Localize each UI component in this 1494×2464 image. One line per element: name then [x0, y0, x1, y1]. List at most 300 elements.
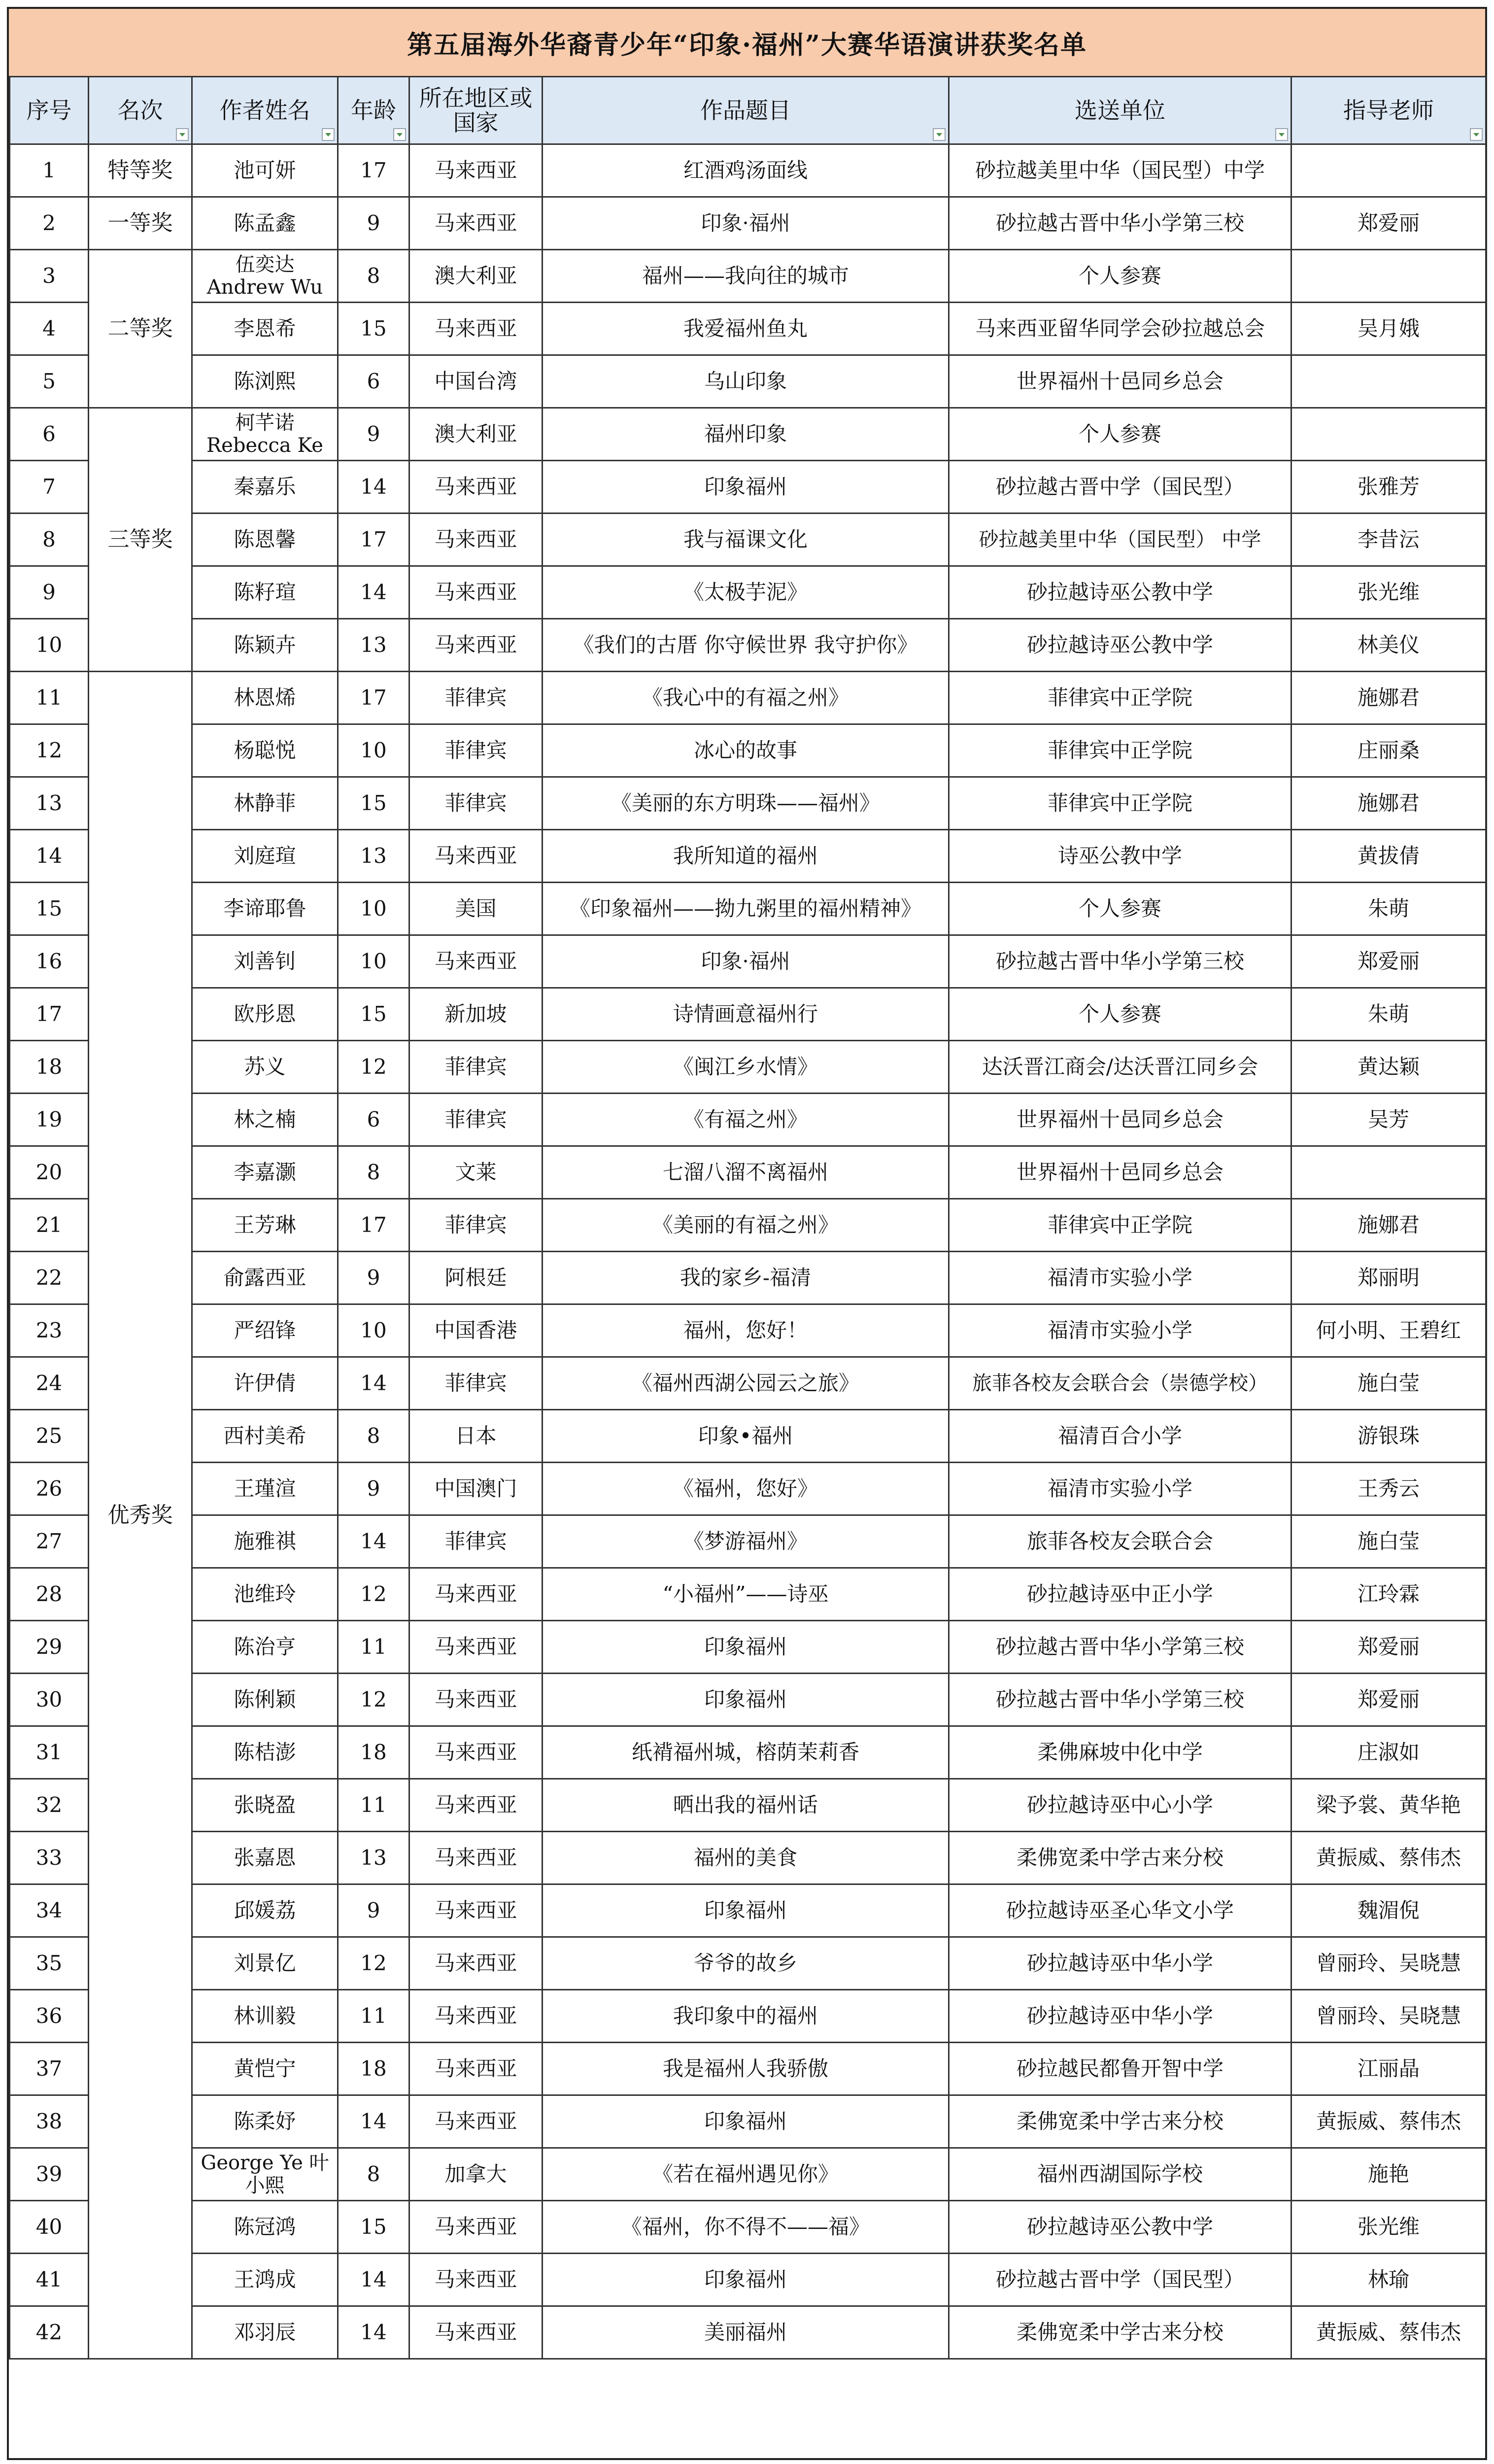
work-title-cell[interactable]: 纸褙福州城，榕荫茉莉香 — [543, 1726, 949, 1779]
work-title-cell[interactable]: 印象•福州 — [543, 1410, 949, 1463]
region-cell[interactable]: 马来西亚 — [409, 1568, 543, 1621]
work-title-cell[interactable]: 我所知道的福州 — [543, 830, 949, 883]
region-cell[interactable]: 菲律宾 — [409, 1515, 543, 1568]
work-title-cell[interactable]: 福州——我向往的城市 — [543, 250, 949, 303]
teacher-cell[interactable]: 郑丽明 — [1291, 1252, 1486, 1304]
region-cell[interactable]: 日本 — [409, 1410, 543, 1463]
teacher-cell[interactable]: 江丽晶 — [1291, 2043, 1486, 2095]
region-cell[interactable]: 马来西亚 — [409, 197, 543, 250]
row-number-cell[interactable]: 38 — [10, 2095, 89, 2148]
author-name-cell[interactable]: 俞露西亚 — [192, 1252, 338, 1304]
work-title-cell[interactable]: 美丽福州 — [543, 2306, 949, 2359]
work-title-cell[interactable]: 《美丽的东方明珠——福州》 — [543, 777, 949, 830]
row-number-cell[interactable]: 3 — [10, 250, 89, 303]
author-name-cell[interactable]: 柯芊诺 Rebecca Ke — [192, 408, 338, 461]
region-cell[interactable]: 澳大利亚 — [409, 408, 543, 461]
region-cell[interactable]: 马来西亚 — [409, 935, 543, 988]
teacher-cell[interactable]: 郑爱丽 — [1291, 935, 1486, 988]
author-name-cell[interactable]: 李嘉灏 — [192, 1146, 338, 1199]
author-name-cell[interactable]: 邱媛荔 — [192, 1884, 338, 1937]
row-number-cell[interactable]: 11 — [10, 672, 89, 724]
row-number-cell[interactable]: 26 — [10, 1463, 89, 1515]
author-name-cell[interactable]: 林恩烯 — [192, 672, 338, 724]
region-cell[interactable]: 加拿大 — [409, 2148, 543, 2201]
row-number-cell[interactable]: 19 — [10, 1094, 89, 1146]
school-unit-cell[interactable]: 菲律宾中正学院 — [949, 777, 1291, 830]
school-unit-cell[interactable]: 柔佛宽柔中学古来分校 — [949, 2306, 1291, 2359]
region-cell[interactable]: 马来西亚 — [409, 2043, 543, 2095]
school-unit-cell[interactable]: 柔佛宽柔中学古来分校 — [949, 2095, 1291, 2148]
teacher-cell[interactable]: 黄振威、蔡伟杰 — [1291, 2306, 1486, 2359]
work-title-cell[interactable]: 《我们的古厝 你守候世界 我守护你》 — [543, 619, 949, 672]
school-unit-cell[interactable]: 砂拉越古晋中华小学第三校 — [949, 197, 1291, 250]
region-cell[interactable]: 中国台湾 — [409, 355, 543, 408]
region-cell[interactable]: 马来西亚 — [409, 1832, 543, 1884]
age-cell[interactable]: 14 — [338, 2095, 409, 2148]
author-name-cell[interactable]: 秦嘉乐 — [192, 461, 338, 513]
region-cell[interactable]: 马来西亚 — [409, 1779, 543, 1832]
row-number-cell[interactable]: 20 — [10, 1146, 89, 1199]
region-cell[interactable]: 菲律宾 — [409, 1199, 543, 1252]
age-cell[interactable]: 8 — [338, 1410, 409, 1463]
work-title-cell[interactable]: 《我心中的有福之州》 — [543, 672, 949, 724]
author-name-cell[interactable]: 王芳琳 — [192, 1199, 338, 1252]
author-name-cell[interactable]: 张嘉恩 — [192, 1832, 338, 1884]
age-cell[interactable]: 14 — [338, 1515, 409, 1568]
row-number-cell[interactable]: 2 — [10, 197, 89, 250]
age-cell[interactable]: 9 — [338, 1252, 409, 1304]
region-cell[interactable]: 中国澳门 — [409, 1463, 543, 1515]
age-cell[interactable]: 11 — [338, 1621, 409, 1674]
author-name-cell[interactable]: 陈颖卉 — [192, 619, 338, 672]
author-name-cell[interactable]: 池可妍 — [192, 144, 338, 197]
work-title-cell[interactable]: 乌山印象 — [543, 355, 949, 408]
teacher-cell[interactable]: 郑爱丽 — [1291, 1621, 1486, 1674]
teacher-cell[interactable]: 王秀云 — [1291, 1463, 1486, 1515]
age-cell[interactable]: 12 — [338, 1041, 409, 1094]
teacher-cell[interactable]: 郑爱丽 — [1291, 197, 1486, 250]
age-cell[interactable]: 17 — [338, 672, 409, 724]
region-cell[interactable]: 马来西亚 — [409, 2095, 543, 2148]
school-unit-cell[interactable]: 个人参赛 — [949, 988, 1291, 1041]
age-cell[interactable]: 12 — [338, 1937, 409, 1990]
work-title-cell[interactable]: “小福州”——诗巫 — [543, 1568, 949, 1621]
school-unit-cell[interactable]: 诗巫公教中学 — [949, 830, 1291, 883]
region-cell[interactable]: 菲律宾 — [409, 672, 543, 724]
age-cell[interactable]: 13 — [338, 830, 409, 883]
region-cell[interactable]: 菲律宾 — [409, 1041, 543, 1094]
school-unit-cell[interactable]: 砂拉越古晋中华小学第三校 — [949, 1674, 1291, 1726]
work-title-cell[interactable]: 诗情画意福州行 — [543, 988, 949, 1041]
age-cell[interactable]: 10 — [338, 1304, 409, 1357]
region-cell[interactable]: 马来西亚 — [409, 2201, 543, 2254]
row-number-cell[interactable]: 36 — [10, 1990, 89, 2043]
region-cell[interactable]: 菲律宾 — [409, 777, 543, 830]
age-cell[interactable]: 17 — [338, 513, 409, 566]
age-cell[interactable]: 8 — [338, 1146, 409, 1199]
age-cell[interactable]: 10 — [338, 883, 409, 935]
age-cell[interactable]: 13 — [338, 619, 409, 672]
award-rank-cell[interactable]: 优秀奖 — [89, 672, 192, 2359]
age-cell[interactable]: 6 — [338, 355, 409, 408]
author-name-cell[interactable]: 李恩希 — [192, 303, 338, 355]
region-cell[interactable]: 马来西亚 — [409, 1990, 543, 2043]
age-cell[interactable]: 14 — [338, 2306, 409, 2359]
school-unit-cell[interactable]: 旅菲各校友会联合会（崇德学校） — [949, 1357, 1291, 1410]
row-number-cell[interactable]: 29 — [10, 1621, 89, 1674]
school-unit-cell[interactable]: 菲律宾中正学院 — [949, 672, 1291, 724]
work-title-cell[interactable]: 爷爷的故乡 — [543, 1937, 949, 1990]
work-title-cell[interactable]: 福州印象 — [543, 408, 949, 461]
teacher-cell[interactable]: 施娜君 — [1291, 1199, 1486, 1252]
school-unit-cell[interactable]: 砂拉越民都鲁开智中学 — [949, 2043, 1291, 2095]
age-cell[interactable]: 13 — [338, 1832, 409, 1884]
region-cell[interactable]: 阿根廷 — [409, 1252, 543, 1304]
school-unit-cell[interactable]: 马来西亚留华同学会砂拉越总会 — [949, 303, 1291, 355]
row-number-cell[interactable]: 4 — [10, 303, 89, 355]
filter-dropdown-icon[interactable] — [1470, 128, 1483, 141]
region-cell[interactable]: 马来西亚 — [409, 2306, 543, 2359]
age-cell[interactable]: 9 — [338, 197, 409, 250]
row-number-cell[interactable]: 13 — [10, 777, 89, 830]
author-name-cell[interactable]: 陈恩馨 — [192, 513, 338, 566]
author-name-cell[interactable]: 陈浏熙 — [192, 355, 338, 408]
row-number-cell[interactable]: 9 — [10, 566, 89, 619]
region-cell[interactable]: 马来西亚 — [409, 619, 543, 672]
school-unit-cell[interactable]: 达沃晋江商会/达沃晋江同乡会 — [949, 1041, 1291, 1094]
teacher-cell[interactable]: 施白莹 — [1291, 1515, 1486, 1568]
author-name-cell[interactable]: 陈孟鑫 — [192, 197, 338, 250]
school-unit-cell[interactable]: 个人参赛 — [949, 250, 1291, 303]
row-number-cell[interactable]: 41 — [10, 2254, 89, 2306]
region-cell[interactable]: 菲律宾 — [409, 1094, 543, 1146]
region-cell[interactable]: 马来西亚 — [409, 1674, 543, 1726]
row-number-cell[interactable]: 15 — [10, 883, 89, 935]
teacher-cell[interactable]: 施娜君 — [1291, 672, 1486, 724]
author-name-cell[interactable]: 伍奕达 Andrew Wu — [192, 250, 338, 303]
work-title-cell[interactable]: 《美丽的有福之州》 — [543, 1199, 949, 1252]
age-cell[interactable]: 15 — [338, 303, 409, 355]
row-number-cell[interactable]: 21 — [10, 1199, 89, 1252]
work-title-cell[interactable]: 《闽江乡水情》 — [543, 1041, 949, 1094]
teacher-cell[interactable]: 何小明、王碧红 — [1291, 1304, 1486, 1357]
teacher-cell[interactable]: 张光维 — [1291, 566, 1486, 619]
author-name-cell[interactable]: 苏义 — [192, 1041, 338, 1094]
teacher-cell[interactable]: 李昔沄 — [1291, 513, 1486, 566]
age-cell[interactable]: 6 — [338, 1094, 409, 1146]
teacher-cell[interactable]: 黄拔倩 — [1291, 830, 1486, 883]
author-name-cell[interactable]: 张晓盈 — [192, 1779, 338, 1832]
age-cell[interactable]: 11 — [338, 1779, 409, 1832]
author-name-cell[interactable]: 王瑾渲 — [192, 1463, 338, 1515]
teacher-cell[interactable]: 吴芳 — [1291, 1094, 1486, 1146]
age-cell[interactable]: 10 — [338, 724, 409, 777]
age-cell[interactable]: 10 — [338, 935, 409, 988]
school-unit-cell[interactable]: 砂拉越诗巫中正小学 — [949, 1568, 1291, 1621]
work-title-cell[interactable]: 七溜八溜不离福州 — [543, 1146, 949, 1199]
work-title-cell[interactable]: 印象福州 — [543, 2254, 949, 2306]
school-unit-cell[interactable]: 砂拉越诗巫公教中学 — [949, 619, 1291, 672]
filter-dropdown-icon[interactable] — [933, 128, 946, 141]
school-unit-cell[interactable]: 砂拉越诗巫公教中学 — [949, 2201, 1291, 2254]
teacher-cell[interactable]: 江玲霖 — [1291, 1568, 1486, 1621]
school-unit-cell[interactable]: 砂拉越诗巫中华小学 — [949, 1990, 1291, 2043]
school-unit-cell[interactable]: 砂拉越古晋中学（国民型） — [949, 461, 1291, 513]
award-rank-cell[interactable]: 一等奖 — [89, 197, 192, 250]
teacher-cell[interactable] — [1291, 1146, 1486, 1199]
row-number-cell[interactable]: 39 — [10, 2148, 89, 2201]
author-name-cell[interactable]: 刘庭瑄 — [192, 830, 338, 883]
age-cell[interactable]: 9 — [338, 1463, 409, 1515]
age-cell[interactable]: 18 — [338, 2043, 409, 2095]
row-number-cell[interactable]: 8 — [10, 513, 89, 566]
region-cell[interactable]: 新加坡 — [409, 988, 543, 1041]
work-title-cell[interactable]: 《印象福州——拗九粥里的福州精神》 — [543, 883, 949, 935]
school-unit-cell[interactable]: 砂拉越诗巫公教中学 — [949, 566, 1291, 619]
row-number-cell[interactable]: 6 — [10, 408, 89, 461]
work-title-cell[interactable]: 福州的美食 — [543, 1832, 949, 1884]
school-unit-cell[interactable]: 个人参赛 — [949, 883, 1291, 935]
row-number-cell[interactable]: 7 — [10, 461, 89, 513]
teacher-cell[interactable]: 张光维 — [1291, 2201, 1486, 2254]
author-name-cell[interactable]: 严绍锋 — [192, 1304, 338, 1357]
work-title-cell[interactable]: 福州，您好！ — [543, 1304, 949, 1357]
teacher-cell[interactable]: 曾丽玲、吴晓慧 — [1291, 1937, 1486, 1990]
filter-dropdown-icon[interactable] — [176, 128, 189, 141]
region-cell[interactable]: 马来西亚 — [409, 461, 543, 513]
teacher-cell[interactable]: 施艳 — [1291, 2148, 1486, 2201]
row-number-cell[interactable]: 37 — [10, 2043, 89, 2095]
school-unit-cell[interactable]: 世界福州十邑同乡总会 — [949, 1094, 1291, 1146]
school-unit-cell[interactable]: 砂拉越古晋中华小学第三校 — [949, 1621, 1291, 1674]
work-title-cell[interactable]: 印象福州 — [543, 1621, 949, 1674]
author-name-cell[interactable]: 陈柔妤 — [192, 2095, 338, 2148]
work-title-cell[interactable]: 《若在福州遇见你》 — [543, 2148, 949, 2201]
teacher-cell[interactable] — [1291, 250, 1486, 303]
teacher-cell[interactable]: 游银珠 — [1291, 1410, 1486, 1463]
teacher-cell[interactable]: 黄振威、蔡伟杰 — [1291, 1832, 1486, 1884]
author-name-cell[interactable]: 邓羽辰 — [192, 2306, 338, 2359]
age-cell[interactable]: 14 — [338, 1357, 409, 1410]
teacher-cell[interactable]: 林美仪 — [1291, 619, 1486, 672]
age-cell[interactable]: 8 — [338, 2148, 409, 2201]
school-unit-cell[interactable]: 福清市实验小学 — [949, 1252, 1291, 1304]
school-unit-cell[interactable]: 砂拉越美里中华（国民型） 中学 — [949, 513, 1291, 566]
author-name-cell[interactable]: 西村美希 — [192, 1410, 338, 1463]
filter-dropdown-icon[interactable] — [1275, 128, 1288, 141]
region-cell[interactable]: 马来西亚 — [409, 513, 543, 566]
row-number-cell[interactable]: 16 — [10, 935, 89, 988]
award-rank-cell[interactable]: 二等奖 — [89, 250, 192, 408]
row-number-cell[interactable]: 40 — [10, 2201, 89, 2254]
work-title-cell[interactable]: 《福州，你不得不——福》 — [543, 2201, 949, 2254]
row-number-cell[interactable]: 42 — [10, 2306, 89, 2359]
teacher-cell[interactable]: 吴月娥 — [1291, 303, 1486, 355]
region-cell[interactable]: 菲律宾 — [409, 1357, 543, 1410]
school-unit-cell[interactable]: 柔佛宽柔中学古来分校 — [949, 1832, 1291, 1884]
school-unit-cell[interactable]: 砂拉越古晋中华小学第三校 — [949, 935, 1291, 988]
teacher-cell[interactable]: 朱萌 — [1291, 988, 1486, 1041]
school-unit-cell[interactable]: 砂拉越诗巫圣心华文小学 — [949, 1884, 1291, 1937]
region-cell[interactable]: 文莱 — [409, 1146, 543, 1199]
filter-dropdown-icon[interactable] — [393, 128, 406, 141]
author-name-cell[interactable]: 施雅祺 — [192, 1515, 338, 1568]
award-rank-cell[interactable]: 三等奖 — [89, 408, 192, 672]
row-number-cell[interactable]: 25 — [10, 1410, 89, 1463]
teacher-cell[interactable]: 施娜君 — [1291, 777, 1486, 830]
row-number-cell[interactable]: 31 — [10, 1726, 89, 1779]
teacher-cell[interactable]: 施白莹 — [1291, 1357, 1486, 1410]
age-cell[interactable]: 8 — [338, 250, 409, 303]
school-unit-cell[interactable]: 福州西湖国际学校 — [949, 2148, 1291, 2201]
work-title-cell[interactable]: 印象·福州 — [543, 197, 949, 250]
row-number-cell[interactable]: 14 — [10, 830, 89, 883]
school-unit-cell[interactable]: 世界福州十邑同乡总会 — [949, 1146, 1291, 1199]
region-cell[interactable]: 马来西亚 — [409, 1621, 543, 1674]
row-number-cell[interactable]: 1 — [10, 144, 89, 197]
author-name-cell[interactable]: 王鸿成 — [192, 2254, 338, 2306]
school-unit-cell[interactable]: 砂拉越古晋中学（国民型） — [949, 2254, 1291, 2306]
age-cell[interactable]: 12 — [338, 1568, 409, 1621]
work-title-cell[interactable]: 晒出我的福州话 — [543, 1779, 949, 1832]
age-cell[interactable]: 14 — [338, 2254, 409, 2306]
school-unit-cell[interactable]: 旅菲各校友会联合会 — [949, 1515, 1291, 1568]
author-name-cell[interactable]: 池维玲 — [192, 1568, 338, 1621]
filter-dropdown-icon[interactable] — [322, 128, 335, 141]
row-number-cell[interactable]: 12 — [10, 724, 89, 777]
author-name-cell[interactable]: 林之楠 — [192, 1094, 338, 1146]
age-cell[interactable]: 15 — [338, 777, 409, 830]
region-cell[interactable]: 马来西亚 — [409, 1726, 543, 1779]
work-title-cell[interactable]: 我印象中的福州 — [543, 1990, 949, 2043]
age-cell[interactable]: 9 — [338, 1884, 409, 1937]
author-name-cell[interactable]: 黄恺宁 — [192, 2043, 338, 2095]
row-number-cell[interactable]: 22 — [10, 1252, 89, 1304]
teacher-cell[interactable]: 曾丽玲、吴晓慧 — [1291, 1990, 1486, 2043]
work-title-cell[interactable]: 我爱福州鱼丸 — [543, 303, 949, 355]
author-name-cell[interactable]: 李谛耶鲁 — [192, 883, 338, 935]
row-number-cell[interactable]: 32 — [10, 1779, 89, 1832]
author-name-cell[interactable]: 林训毅 — [192, 1990, 338, 2043]
work-title-cell[interactable]: 印象福州 — [543, 1884, 949, 1937]
teacher-cell[interactable]: 黄振威、蔡伟杰 — [1291, 2095, 1486, 2148]
row-number-cell[interactable]: 23 — [10, 1304, 89, 1357]
award-rank-cell[interactable]: 特等奖 — [89, 144, 192, 197]
teacher-cell[interactable]: 朱萌 — [1291, 883, 1486, 935]
region-cell[interactable]: 马来西亚 — [409, 144, 543, 197]
school-unit-cell[interactable]: 个人参赛 — [949, 408, 1291, 461]
row-number-cell[interactable]: 24 — [10, 1357, 89, 1410]
row-number-cell[interactable]: 28 — [10, 1568, 89, 1621]
school-unit-cell[interactable]: 福清百合小学 — [949, 1410, 1291, 1463]
teacher-cell[interactable]: 黄达颖 — [1291, 1041, 1486, 1094]
school-unit-cell[interactable]: 世界福州十邑同乡总会 — [949, 355, 1291, 408]
author-name-cell[interactable]: 陈俐颖 — [192, 1674, 338, 1726]
school-unit-cell[interactable]: 福清市实验小学 — [949, 1463, 1291, 1515]
work-title-cell[interactable]: 《有福之州》 — [543, 1094, 949, 1146]
work-title-cell[interactable]: 《福州西湖公园云之旅》 — [543, 1357, 949, 1410]
author-name-cell[interactable]: 刘景亿 — [192, 1937, 338, 1990]
region-cell[interactable]: 马来西亚 — [409, 1937, 543, 1990]
row-number-cell[interactable]: 27 — [10, 1515, 89, 1568]
age-cell[interactable]: 14 — [338, 566, 409, 619]
region-cell[interactable]: 美国 — [409, 883, 543, 935]
work-title-cell[interactable]: 《福州，您好》 — [543, 1463, 949, 1515]
school-unit-cell[interactable]: 菲律宾中正学院 — [949, 1199, 1291, 1252]
school-unit-cell[interactable]: 柔佛麻坡中化中学 — [949, 1726, 1291, 1779]
region-cell[interactable]: 马来西亚 — [409, 2254, 543, 2306]
author-name-cell[interactable]: 陈籽瑄 — [192, 566, 338, 619]
row-number-cell[interactable]: 33 — [10, 1832, 89, 1884]
author-name-cell[interactable]: 陈桔澎 — [192, 1726, 338, 1779]
author-name-cell[interactable]: 许伊倩 — [192, 1357, 338, 1410]
author-name-cell[interactable]: 欧彤恩 — [192, 988, 338, 1041]
school-unit-cell[interactable]: 菲律宾中正学院 — [949, 724, 1291, 777]
work-title-cell[interactable]: 印象福州 — [543, 461, 949, 513]
teacher-cell[interactable]: 郑爱丽 — [1291, 1674, 1486, 1726]
author-name-cell[interactable]: George Ye 叶小熙 — [192, 2148, 338, 2201]
author-name-cell[interactable]: 陈治亨 — [192, 1621, 338, 1674]
row-number-cell[interactable]: 18 — [10, 1041, 89, 1094]
work-title-cell[interactable]: 红酒鸡汤面线 — [543, 144, 949, 197]
teacher-cell[interactable]: 庄淑如 — [1291, 1726, 1486, 1779]
work-title-cell[interactable]: 我与福课文化 — [543, 513, 949, 566]
age-cell[interactable]: 18 — [338, 1726, 409, 1779]
region-cell[interactable]: 马来西亚 — [409, 830, 543, 883]
age-cell[interactable]: 14 — [338, 461, 409, 513]
teacher-cell[interactable]: 梁予裳、黄华艳 — [1291, 1779, 1486, 1832]
teacher-cell[interactable]: 张雅芳 — [1291, 461, 1486, 513]
teacher-cell[interactable]: 庄丽桑 — [1291, 724, 1486, 777]
age-cell[interactable]: 12 — [338, 1674, 409, 1726]
row-number-cell[interactable]: 10 — [10, 619, 89, 672]
author-name-cell[interactable]: 林静菲 — [192, 777, 338, 830]
age-cell[interactable]: 15 — [338, 988, 409, 1041]
work-title-cell[interactable]: 冰心的故事 — [543, 724, 949, 777]
school-unit-cell[interactable]: 福清市实验小学 — [949, 1304, 1291, 1357]
region-cell[interactable]: 菲律宾 — [409, 724, 543, 777]
work-title-cell[interactable]: 我的家乡-福清 — [543, 1252, 949, 1304]
row-number-cell[interactable]: 17 — [10, 988, 89, 1041]
region-cell[interactable]: 马来西亚 — [409, 566, 543, 619]
row-number-cell[interactable]: 35 — [10, 1937, 89, 1990]
age-cell[interactable]: 17 — [338, 1199, 409, 1252]
work-title-cell[interactable]: 印象福州 — [543, 2095, 949, 2148]
teacher-cell[interactable]: 林瑜 — [1291, 2254, 1486, 2306]
work-title-cell[interactable]: 《梦游福州》 — [543, 1515, 949, 1568]
school-unit-cell[interactable]: 砂拉越诗巫中华小学 — [949, 1937, 1291, 1990]
teacher-cell[interactable] — [1291, 355, 1486, 408]
row-number-cell[interactable]: 34 — [10, 1884, 89, 1937]
work-title-cell[interactable]: 《太极芋泥》 — [543, 566, 949, 619]
teacher-cell[interactable]: 魏湄倪 — [1291, 1884, 1486, 1937]
author-name-cell[interactable]: 杨聪悦 — [192, 724, 338, 777]
region-cell[interactable]: 马来西亚 — [409, 1884, 543, 1937]
region-cell[interactable]: 澳大利亚 — [409, 250, 543, 303]
work-title-cell[interactable]: 印象·福州 — [543, 935, 949, 988]
row-number-cell[interactable]: 30 — [10, 1674, 89, 1726]
school-unit-cell[interactable]: 砂拉越诗巫中心小学 — [949, 1779, 1291, 1832]
work-title-cell[interactable]: 印象福州 — [543, 1674, 949, 1726]
region-cell[interactable]: 马来西亚 — [409, 303, 543, 355]
age-cell[interactable]: 17 — [338, 144, 409, 197]
author-name-cell[interactable]: 陈冠鸿 — [192, 2201, 338, 2254]
age-cell[interactable]: 15 — [338, 2201, 409, 2254]
age-cell[interactable]: 11 — [338, 1990, 409, 2043]
teacher-cell[interactable] — [1291, 144, 1486, 197]
school-unit-cell[interactable]: 砂拉越美里中华（国民型）中学 — [949, 144, 1291, 197]
region-cell[interactable]: 中国香港 — [409, 1304, 543, 1357]
